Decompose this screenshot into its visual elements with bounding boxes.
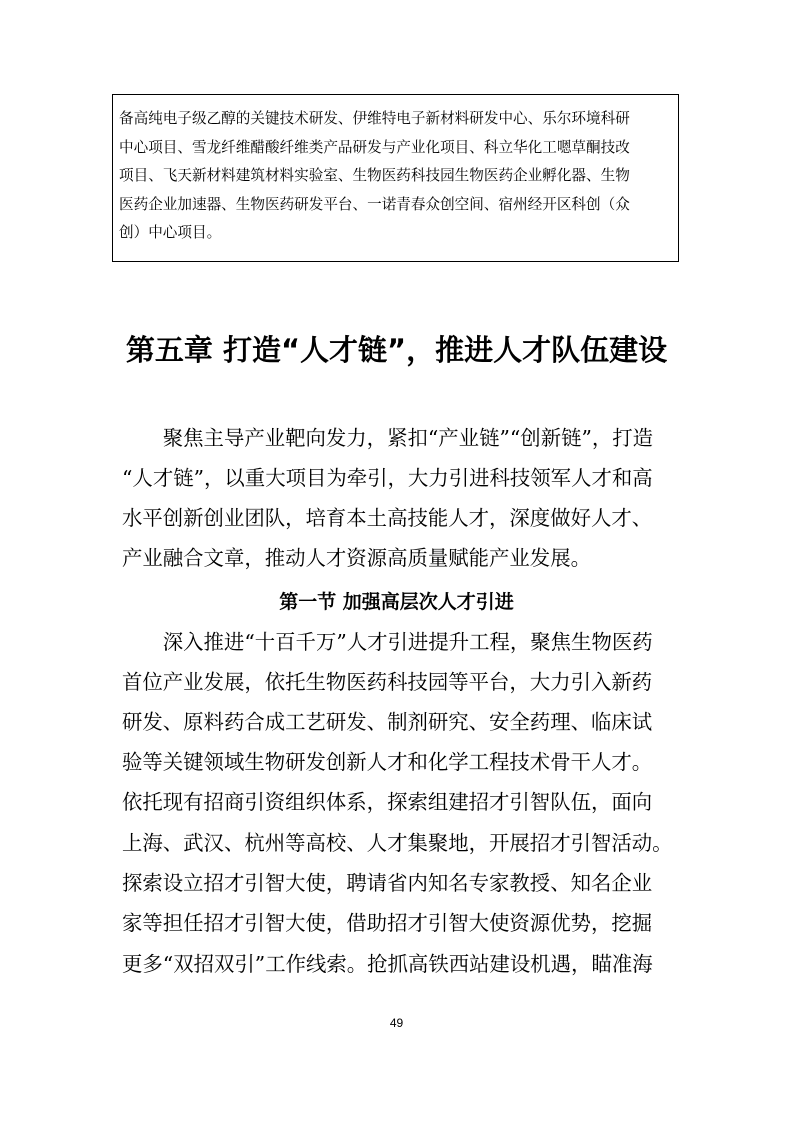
paragraph-line: 上海、武汉、杭州等高校、人才集聚地，开展招才引智活动。 bbox=[122, 831, 673, 855]
paragraph-line: 验等关键领域生物研发创新人才和化学工程技术骨干人才。 bbox=[122, 750, 653, 774]
paragraph-line: “人才链”，以重大项目为牵引，大力引进科技领军人才和高 bbox=[122, 466, 653, 490]
paragraph-line: 深入推进“十百千万”人才引进提升工程，聚焦生物医药 bbox=[122, 630, 653, 654]
paragraph-line: 聚焦主导产业靶向发力，紧扣“产业链”“创新链”，打造 bbox=[122, 426, 654, 450]
box-line: 项目、飞天新材料建筑材料实验室、生物医药科技园生物医药企业孵化器、生物 bbox=[119, 167, 630, 185]
paragraph-line: 水平创新创业团队，培育本土高技能人才，深度做好人才、 bbox=[122, 506, 653, 530]
paragraph-line: 首位产业发展，依托生物医药科技园等平台，大力引入新药 bbox=[122, 670, 653, 694]
page-number: 49 bbox=[389, 1016, 404, 1030]
box-line: 中心项目、雪龙纤维醋酸纤维类产品研发与产业化项目、科立华化工嗯草酮技改 bbox=[119, 138, 630, 156]
chapter-title: 第五章 打造“人才链”，推进人才队伍建设 bbox=[125, 333, 668, 367]
box-line: 创）中心项目。 bbox=[119, 224, 222, 242]
section-title: 第一节 加强高层次人才引进 bbox=[279, 591, 514, 613]
paragraph-line: 探索设立招才引智大使，聘请省内知名专家教授、知名企业 bbox=[122, 871, 653, 895]
paragraph-line: 产业融合文章，推动人才资源高质量赋能产业发展。 bbox=[122, 546, 591, 570]
project-list-box bbox=[112, 94, 679, 262]
box-line: 医药企业加速器、生物医药研发平台、一诺青春众创空间、宿州经开区科创（众 bbox=[119, 195, 630, 213]
paragraph-line: 家等担任招才引智大使，借助招才引智大使资源优势，挖掘 bbox=[122, 911, 653, 935]
paragraph-line: 更多“双招双引”工作线索。抢抓高铁西站建设机遇，瞄准海 bbox=[122, 952, 653, 976]
paragraph-line: 研发、原料药合成工艺研发、制剂研究、安全药理、临床试 bbox=[122, 710, 653, 734]
paragraph-line: 依托现有招商引资组织体系，探索组建招才引智队伍，面向 bbox=[122, 790, 653, 814]
box-line: 备高纯电子级乙醇的关键技术研发、伊维特电子新材料研发中心、乐尔环境科研 bbox=[119, 110, 630, 127]
